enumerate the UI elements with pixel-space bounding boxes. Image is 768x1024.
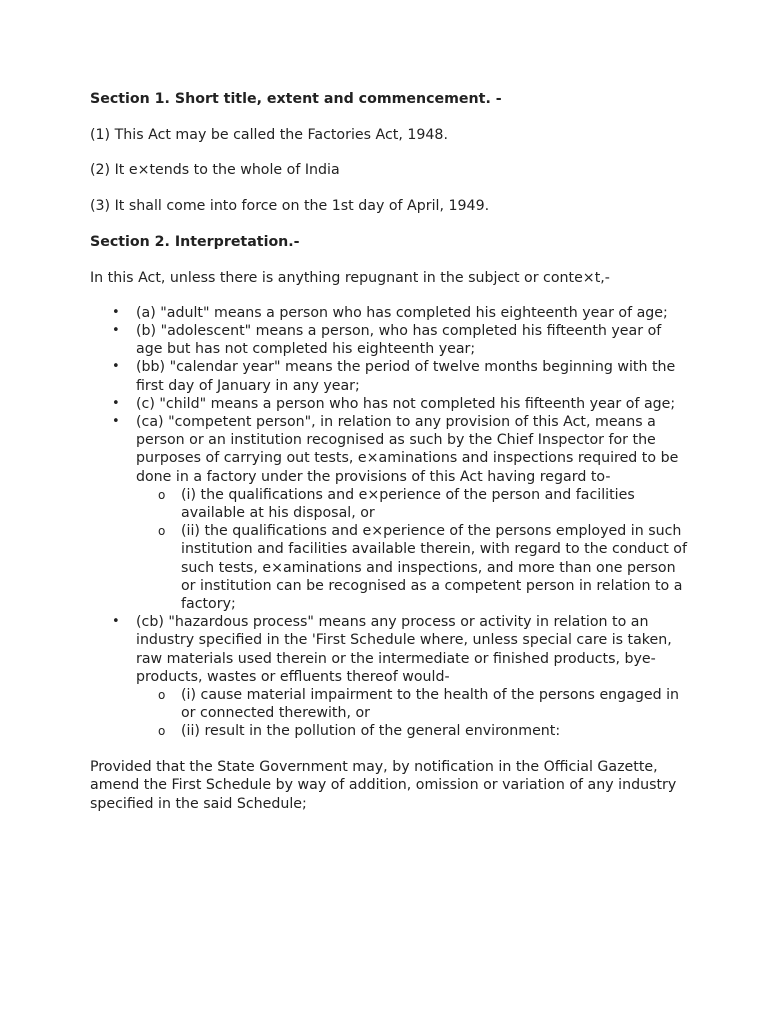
definition-item-hazardous-process	[90, 613, 690, 740]
sub-definition-text: (i) the qualifications and e×perience of the person and facilities available at his disposal, or	[181, 486, 635, 521]
definitions-list	[90, 304, 690, 741]
section-1-heading: Section 1. Short title, extent and commencement. -	[90, 91, 502, 107]
bullet-icon: •	[112, 304, 120, 320]
definition-text: (c) "child" means a person who has not completed his fifteenth year of age;	[136, 395, 676, 412]
document-page	[90, 90, 690, 813]
definition-item-child	[90, 395, 690, 413]
section-1-clause-2: (2) It e×tends to the whole of India	[90, 162, 340, 179]
bullet-icon: •	[112, 614, 120, 630]
section-2-heading: Section 2. Interpretation.-	[90, 233, 300, 250]
bullet-icon: •	[112, 413, 120, 429]
sub-bullet-icon: o	[158, 724, 166, 739]
sub-definition-item	[136, 486, 690, 522]
definition-item-calendar-year	[90, 358, 690, 394]
bullet-icon: •	[112, 395, 120, 411]
sub-definition-item	[136, 722, 690, 740]
sub-definitions-list	[136, 686, 690, 741]
section-2-proviso: Provided that the State Government may, by notification in the Official Gazette, amend the First Schedule by way of addition, omission or variation of any industry specified in the said Schedule;	[90, 759, 677, 812]
sub-bullet-icon: o	[158, 524, 166, 539]
definition-text: (cb) "hazardous process" means any process or activity in relation to an industry specified in the 'First Schedule where, unless special care is taken, raw materials used therein or the intermediate or finished products, bye-products, wastes or effluents thereof would-	[136, 614, 672, 685]
definition-item-adult	[90, 304, 690, 322]
sub-definitions-list	[136, 486, 690, 613]
definition-text: (b) "adolescent" means a person, who has completed his fifteenth year of age but has not completed his eighteenth year;	[136, 322, 662, 358]
sub-definition-text: (i) cause material impairment to the health of the persons engaged in or connected therewith, or	[181, 686, 680, 722]
sub-bullet-icon: o	[158, 687, 166, 702]
bullet-icon: •	[112, 359, 120, 375]
definition-item-adolescent	[90, 322, 690, 358]
bullet-icon: •	[112, 322, 120, 338]
sub-definition-item	[136, 522, 690, 613]
definition-text: (a) "adult" means a person who has completed his eighteenth year of age;	[136, 304, 668, 321]
definition-text: (ca) "competent person", in relation to any provision of this Act, means a person or an institution recognised as such by the Chief Inspector for the purposes of carrying out tests, e×aminations and inspections required to be done in a factory under the provisions of this Act having regard to-	[136, 413, 679, 485]
section-2-intro: In this Act, unless there is anything repugnant in the subject or conte×t,-	[90, 269, 610, 286]
section-1-clause-1: (1) This Act may be called the Factories Act, 1948.	[90, 126, 448, 143]
sub-bullet-icon: o	[158, 487, 166, 502]
sub-definition-text: (ii) the qualifications and e×perience of the persons employed in such institution and facilities available therein, with regard to the conduct of such tests, e×aminations and inspections, and more than one person or institution can be recognised as a competent person in relation to a factory;	[181, 523, 687, 612]
definition-text: (bb) "calendar year" means the period of twelve months beginning with the first day of January in any year;	[136, 359, 676, 394]
definition-item-competent-person	[90, 413, 690, 613]
sub-definition-text: (ii) result in the pollution of the general environment:	[181, 723, 561, 740]
section-1-clause-3: (3) It shall come into force on the 1st day of April, 1949.	[90, 198, 490, 215]
sub-definition-item	[136, 686, 690, 722]
